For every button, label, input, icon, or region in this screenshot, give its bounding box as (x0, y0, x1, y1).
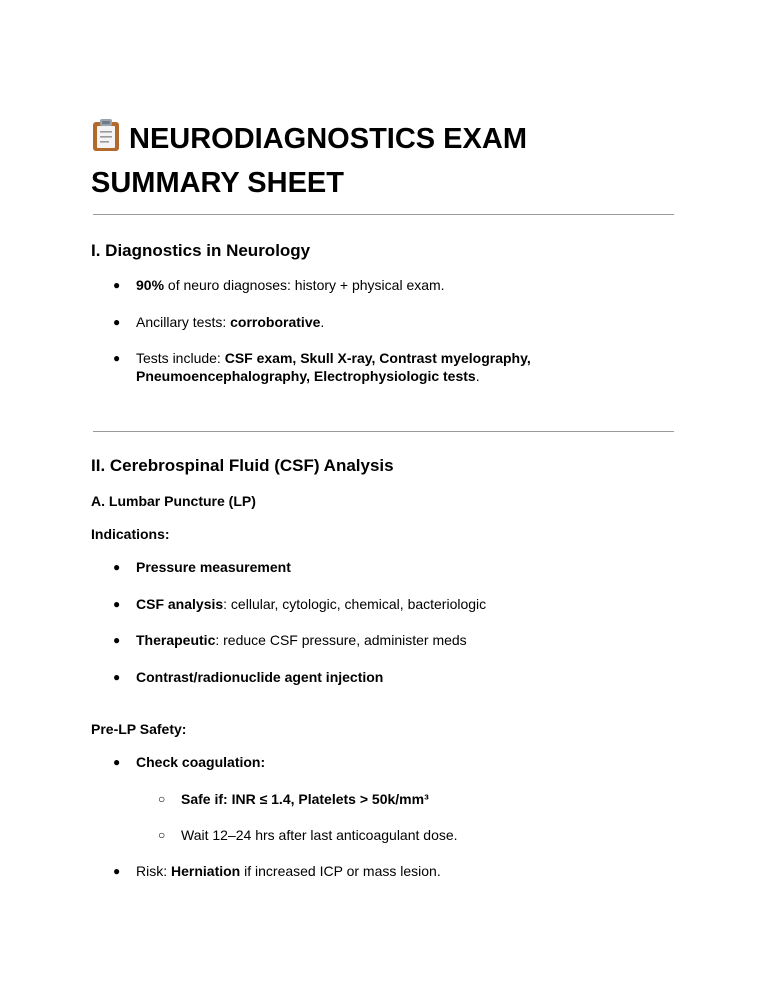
clipboard-icon (91, 118, 121, 163)
section-divider (93, 431, 674, 432)
page-title (91, 118, 651, 203)
subheading-lumbar-puncture: A. Lumbar Puncture (LP) (91, 493, 256, 509)
page-title-text: NEURODIAGNOSTICS EXAM SUMMARY SHEET (91, 123, 527, 199)
bullet-icon: ● (113, 560, 121, 574)
section-heading-csf: II. Cerebrospinal Fluid (CSF) Analysis (91, 456, 394, 475)
list-item: ● CSF analysis: cellular, cytologic, chemical, bacteriologic (113, 596, 487, 612)
bullet-icon: ● (113, 670, 121, 684)
pre-lp-safety-label: Pre-LP Safety: (91, 721, 187, 737)
hollow-bullet-icon: ○ (158, 792, 166, 806)
bullet-icon: ● (113, 315, 121, 329)
sub-list-item: ○ Wait 12–24 hrs after last anticoagulant dose. (158, 827, 458, 843)
section-heading-diagnostics: I. Diagnostics in Neurology (91, 241, 311, 260)
list-item: ● Ancillary tests: corroborative. (113, 314, 325, 330)
list-item: ● Contrast/radionuclide agent injection (113, 669, 384, 685)
bullet-icon: ● (113, 597, 121, 611)
sub-list-item: ○ Safe if: INR ≤ 1.4, Platelets > 50k/mm³ (158, 791, 429, 807)
list-item: ● Risk: Herniation if increased ICP or mass lesion. (113, 863, 441, 879)
list-item: ● 90% of neuro diagnoses: history + physical exam. (113, 277, 445, 293)
bullet-icon: ● (113, 351, 121, 365)
bullet-icon: ● (113, 864, 121, 878)
bullet-icon: ● (113, 633, 121, 647)
bullet-icon: ● (113, 755, 121, 769)
hollow-bullet-icon: ○ (158, 828, 166, 842)
list-item: ● Tests include: CSF exam, Skull X-ray, Contrast myelography, Pneumoencephalography, Electrophysiologic tests. (113, 350, 531, 384)
list-item: ● Therapeutic: reduce CSF pressure, administer meds (113, 632, 467, 648)
indications-label: Indications: (91, 526, 170, 542)
list-item: ● Check coagulation: (113, 754, 266, 770)
section-divider (93, 214, 674, 215)
list-item: ● Pressure measurement (113, 559, 291, 575)
bullet-icon: ● (113, 278, 121, 292)
